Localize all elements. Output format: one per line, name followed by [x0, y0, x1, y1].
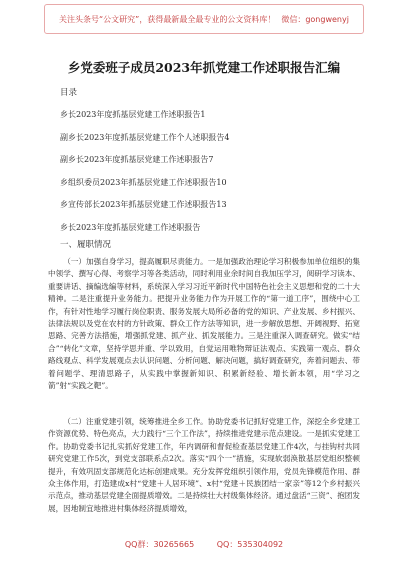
banner-notice: 关注头条号“公文研究”，获得最新最全最专业的公文资料库！: [59, 14, 276, 24]
banner-wechat: 微信：gongwenyj: [281, 14, 349, 24]
toc-item[interactable]: 乡长2023年度抓基层党建工作述职报告: [60, 222, 201, 232]
section-heading: 一、履职情况: [60, 240, 112, 250]
toc-item[interactable]: 乡组织委员2023年抓基层党建工作述职报告10: [60, 177, 227, 187]
toc-heading: 目录: [60, 88, 78, 98]
body-paragraph: （二）注重党建引领，统筹推进全乡工作。协助党委书记抓好党建工作，深挖全乡党建工作资源优势、特色亮点，大力践行“三个工作法”，持续推进党建示范点建设。一是抓实党建工作。协助党委书记扎实抓好党建工作，年内调研和督促检查基层党建工作4次，与挂钩村共同研究党建工作5次，到党支部联系点2次。落实“四个一”措施，实现软弱涣散基层党组织整顿提升，有效巩固支部规范化达标创建成果。充分发挥党组织引领作用，党员先锋模范作用、群众主体作用，打造建成x村“党建＋人居环境”、x村“党建＋民族团结一家亲”等12个乡村振兴示范点，推动基层党建全面提质增效。二是持续壮大村级集体经济。通过盘活“三资”、抱团发展，因地制宜地推进村集体经济提质增效，: [48, 417, 360, 513]
table-of-contents: [60, 110, 229, 245]
top-banner: [44, 4, 364, 34]
footer-contact: [0, 539, 408, 550]
footer-qq: QQ：535304092: [216, 540, 284, 549]
footer-qq-group: QQ群：30265665: [124, 540, 195, 549]
toc-item[interactable]: 乡长2023年度抓基层党建工作述职报告1: [60, 110, 206, 119]
document-title: 乡党委班子成员2023年抓党建工作述职报告汇编: [67, 60, 341, 75]
toc-item[interactable]: 副乡长2023年度抓基层党建工作个人述职报告4: [60, 132, 230, 142]
toc-item[interactable]: 副乡长2023年度抓基层党建工作述职报告7: [60, 155, 214, 164]
body-paragraph: （一）加强自身学习，提高履职尽责能力。一是加强政治理论学习积极参加单位组织的集中领学、撰写心得、考察学习等各类活动，同时利用业余时间自我加压学习，阅研学习读本、重要讲话、摘编选编等材料，系统深入学习习近平新时代中国特色社会主义思想和党的二十大精神。二是注重提升业务能力。把提升业务能力作为开展工作的“第一道工序”，围绕中心工作，有针对性地学习履行岗位职责、服务发展大局所必备的党的知识、产业发展、乡村振兴、法律法规以及党在农村的方针政策、群众工作方法等知识，进一步解放思想、开阔视野、拓宽思路、完善方法措施，增强抓党建、抓产业、抓发展能力。三是注重深入调查研究。做实“结合”“转化”文章，坚持学思并重、学以致用，自觉运用唯物辩证法观点、实践第一观点、群众路线观点、科学发展观点去认识问题、分析问题、解决问题，搞好调查研究，奔着问题去、带着问题学、理清思路子，从实践中掌握新知识、积累新经验、增长新本领，用“学习之箭”射“实践之靶”。: [48, 257, 360, 391]
toc-item[interactable]: 乡宣传部长2023年抓基层党建工作述职报告13: [60, 200, 227, 209]
